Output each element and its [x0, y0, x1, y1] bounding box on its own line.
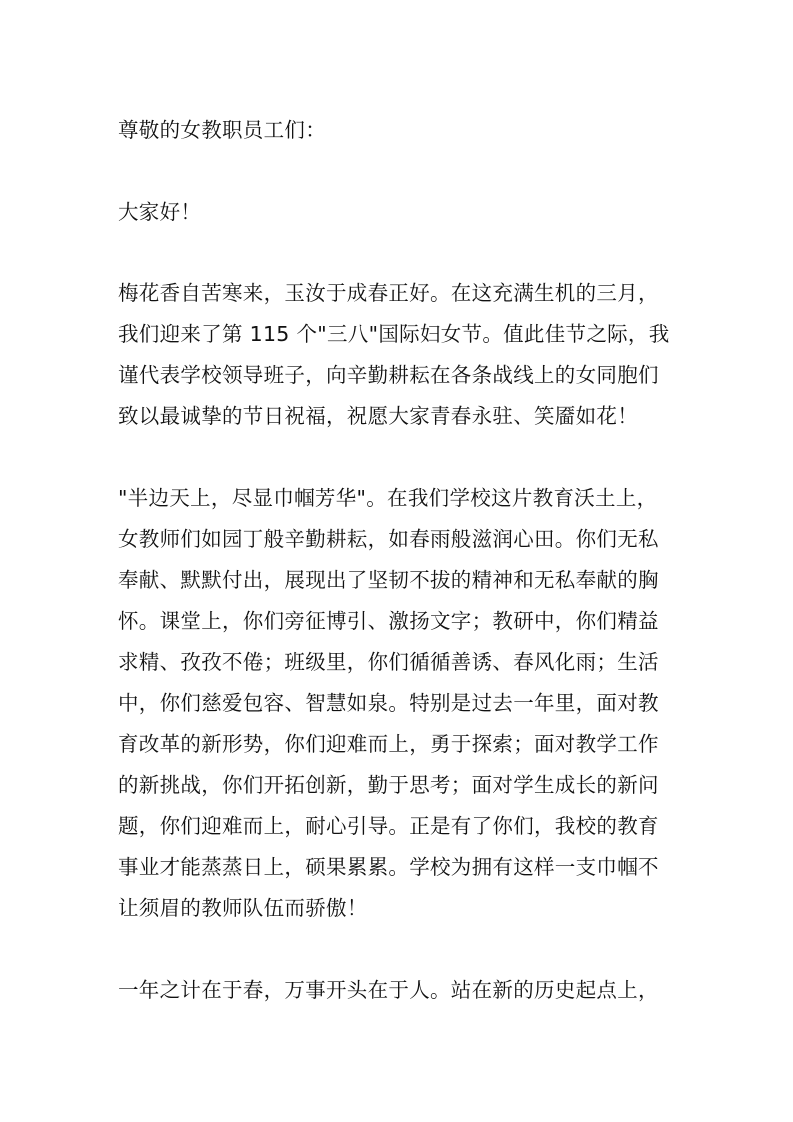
text-line: 的新挑战，你们开拓创新，勤于思考；面对学生成长的新问: [118, 773, 659, 797]
text-line: "半边天上，尽显巾帼芳华"。在我们学校这片教育沃土上，: [118, 486, 658, 510]
text-line: 女教师们如园丁般辛勤耕耘，如春雨般滋润心田。你们无私: [118, 527, 659, 551]
text-line: 让须眉的教师队伍而骄傲！: [118, 896, 368, 920]
text-line: 题，你们迎难而上，耐心引导。正是有了你们，我校的教育: [118, 814, 659, 838]
text-line: 奉献、默默付出，展现出了坚韧不拔的精神和无私奉献的胸: [118, 568, 659, 592]
text-line: 我们迎来了第 115 个"三八"国际妇女节。值此佳节之际，我: [118, 322, 670, 346]
text-line: 育改革的新形势，你们迎难而上，勇于探索；面对教学工作: [118, 732, 659, 756]
greeting: 大家好！: [118, 200, 202, 224]
salutation: 尊敬的女教职员工们：: [118, 118, 326, 142]
text-line: 致以最诚挚的节日祝福，祝愿大家青春永驻、笑靥如花！: [118, 404, 638, 428]
text-line: 一年之计在于春，万事开头在于人。站在新的历史起点上，: [118, 978, 659, 1002]
text-line: 事业才能蒸蒸日上，硕果累累。学校为拥有这样一支巾帼不: [118, 855, 659, 879]
text-line: 谨代表学校领导班子，向辛勤耕耘在各条战线上的女同胞们: [118, 363, 659, 387]
text-line: 中，你们慈爱包容、智慧如泉。特别是过去一年里，面对教: [118, 691, 659, 715]
text-line: 求精、孜孜不倦；班级里，你们循循善诱、春风化雨；生活: [118, 650, 659, 674]
text-line: 梅花香自苦寒来，玉汝于成春正好。在这充满生机的三月，: [118, 281, 659, 305]
text-line: 怀。课堂上，你们旁征博引、激扬文字；教研中，你们精益: [118, 609, 659, 633]
